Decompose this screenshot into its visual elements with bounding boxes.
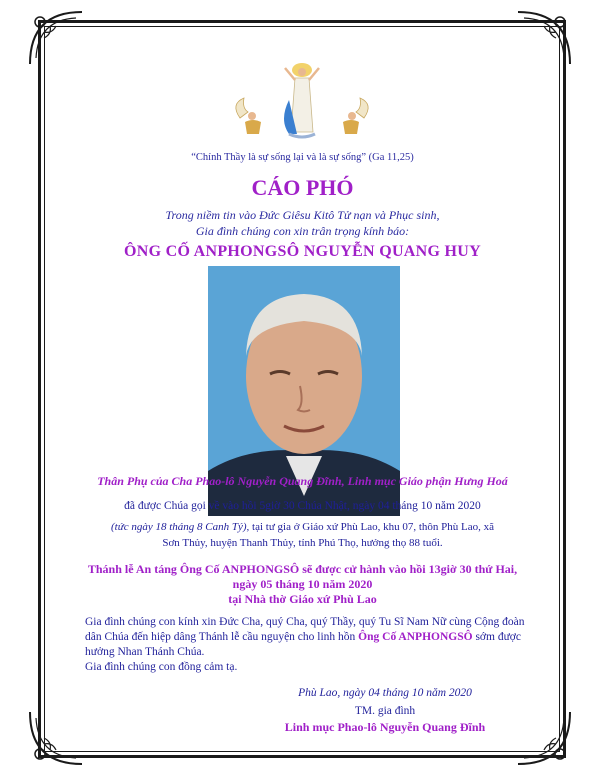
signer-name: Linh mục Phao-lô Nguyễn Quang Đĩnh [284,720,486,734]
residence-text: tại tư gia ở Giáo xứ Phù Lao, khu 07, thôn Phù Lao, xã [249,521,495,533]
intro-line-1: Trong niềm tin vào Đức Giêsu Kitô Tử nạn và Phục sinh, [165,208,440,222]
lunar-date: (tức ngày 18 tháng 8 Canh Tý), [110,521,250,533]
residence-line-1 [75,521,530,533]
residence-line-2: Sơn Thủy, huyện Thanh Thủy, tỉnh Phú Thọ, hưởng thọ 88 tuổi. [162,537,443,549]
angel-right-icon [343,98,368,134]
request-end: sớm được hưởng Nhan Thánh Chúa. [85,631,521,658]
request-text: Gia đình chúng con kính xin Đức Cha, quý Cha, quý Thầy, quý Tu Sĩ Nam Nữ cùng Cộng đoàn dân Chúa đến hiệp dâng Thánh lễ cầu nguyện cho linh hồn [85,616,525,643]
corner-ornament-bottom-left [26,708,86,768]
corner-ornament-bottom-right [514,708,574,768]
request-name: Ông Cố ANPHONGSÔ [358,631,473,643]
place-date: Phù Lao, ngày 04 tháng 10 năm 2020 [298,687,472,699]
called-home-line: đã được Chúa gọi về vào hồi 5giờ 30 Chúa Nhật, ngày 04 tháng 10 năm 2020 [124,500,481,512]
on-behalf: TM. gia đình [354,705,416,717]
deceased-name: ÔNG CỐ ANPHONGSÔ NGUYỄN QUANG HUY [123,243,482,260]
funeral-line-2: ngày 05 tháng 10 năm 2020 [232,577,373,591]
thanks-paragraph: Gia đình chúng con đồng cảm tạ. [85,661,238,673]
intro-line-2: Gia đình chúng con xin trân trọng kính báo: [195,224,410,238]
request-paragraph [85,615,525,660]
risen-christ-icon [284,63,319,137]
relationship-line: Thân Phụ của Cha Phao-lô Nguyễn Quang Đĩnh, Linh mục Giáo phận Hưng Hoá [97,474,508,488]
corner-ornament-top-left [26,8,86,68]
funeral-line-3: tại Nhà thờ Giáo xứ Phù Lao [228,592,377,606]
page-title: CÁO PHÓ [251,175,354,200]
scripture-quote: “Chính Thầy là sự sống lại và là sự sống” (Ga 11,25) [191,152,414,163]
religious-images [75,60,530,140]
funeral-line-1: Thánh lễ An táng Ông Cố ANPHONGSÔ sẽ được cử hành vào hồi 13giờ 30 thứ Hai, [87,562,518,576]
angel-left-icon [236,98,261,134]
corner-ornament-top-right [514,8,574,68]
